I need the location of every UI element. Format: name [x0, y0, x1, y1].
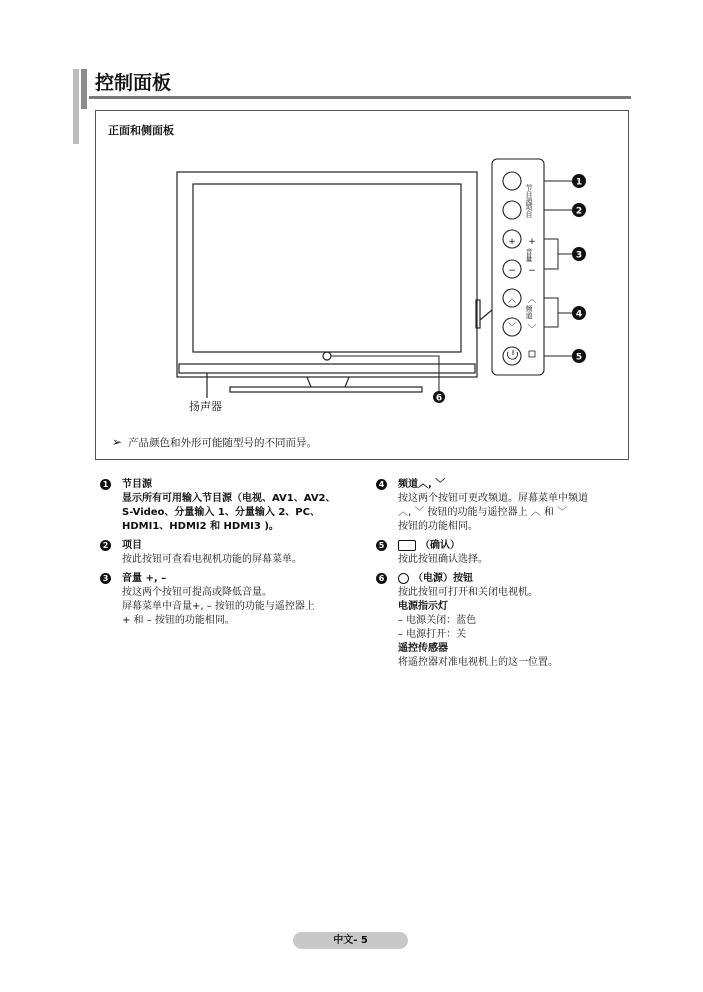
- item-volume: [100, 572, 350, 628]
- items-left-column: [100, 478, 350, 633]
- svg-text:﹀: ﹀: [507, 323, 517, 333]
- power-icon: [508, 350, 518, 359]
- speaker-label: 扬声器: [189, 400, 222, 413]
- callout-5: 5: [575, 352, 583, 363]
- tv-stand-base: [230, 387, 422, 392]
- callout-4: 4: [575, 309, 583, 320]
- item-number: 3: [100, 573, 111, 584]
- item-number: 2: [100, 540, 111, 551]
- item-line: ︿, ﹀ 按钮的功能与遥控器上 ︿ 和 ﹀: [398, 507, 568, 518]
- page-title: 控制面板: [95, 72, 172, 94]
- svg-text:﹀: ﹀: [527, 325, 537, 335]
- callout-3: 3: [575, 250, 583, 261]
- item-line: 屏幕菜单中音量+, – 按钮的功能与遥控器上: [122, 601, 315, 612]
- item-number: 6: [376, 573, 387, 584]
- section-title: 正面和侧面板: [108, 124, 174, 137]
- sub-line: – 电源打开：关: [398, 629, 467, 640]
- channel-label: 频道: [525, 305, 533, 319]
- item-line: 按此按钮可查看电视机功能的屏幕菜单。: [122, 554, 302, 565]
- speaker-grille: [179, 364, 475, 373]
- svg-text:+: +: [508, 237, 516, 247]
- item-line: HDMI1、HDMI2 和 HDMI3 )。: [122, 521, 279, 532]
- item-line: 显示所有可用输入节目源（电视、AV1、AV2、: [122, 493, 336, 504]
- note-arrow-icon: ➢: [112, 435, 123, 449]
- title-rule: [89, 96, 631, 99]
- title-decoration: [73, 69, 89, 144]
- power-button: [503, 347, 521, 365]
- sub-line: 将遥控器对准电视机上的这一位置。: [398, 657, 558, 668]
- item-heading: [398, 572, 628, 586]
- item-number: 1: [100, 479, 111, 490]
- svg-text:+: +: [528, 237, 536, 247]
- item-menu: [100, 539, 350, 567]
- svg-text:−: −: [508, 266, 516, 276]
- tv-frame: [177, 172, 477, 377]
- note-text: 产品颜色和外形可能随型号的不同而异。: [128, 437, 318, 449]
- item-line: 按此按钮可打开和关闭电视机。: [398, 587, 538, 598]
- svg-text:︿: ︿: [507, 295, 517, 305]
- source-button: [503, 172, 521, 190]
- item-line: S-Video、分量输入 1、分量输入 2、PC、: [122, 507, 320, 518]
- item-heading: 音量 +, –: [122, 573, 167, 584]
- item-line: 按这两个按钮可更改频道。屏幕菜单中频道: [398, 493, 588, 504]
- items-right-column: [376, 478, 628, 675]
- item-line: 按这两个按钮可提高或降低音量。: [122, 587, 272, 598]
- menu-button: [503, 201, 521, 219]
- svg-text:−: −: [528, 266, 536, 276]
- item-channel: [376, 478, 628, 534]
- item-source: [100, 478, 350, 534]
- menu-label: 项目: [525, 204, 533, 218]
- item-line: 按钮的功能相同。: [398, 521, 478, 532]
- item-heading-text: （电源）按钮: [413, 573, 473, 584]
- item-heading: 项目: [122, 540, 142, 551]
- enter-key-icon: [398, 540, 416, 551]
- side-panel: [492, 159, 544, 375]
- sub-title: 电源指示灯: [398, 601, 448, 612]
- callout-2: 2: [575, 206, 583, 217]
- item-line: + 和 – 按钮的功能相同。: [122, 615, 235, 626]
- item-enter: [376, 539, 628, 567]
- callout-1: 1: [575, 177, 583, 188]
- item-line: 按此按钮确认选择。: [398, 554, 488, 565]
- item-heading: 节目源: [122, 479, 152, 490]
- power-symbol-icon: [398, 573, 409, 584]
- item-number: 4: [376, 479, 387, 490]
- tv-illustration: [177, 172, 492, 398]
- item-heading-text: （确认）: [420, 540, 460, 551]
- callout-6: 6: [435, 393, 443, 404]
- item-heading: 频道︿, ﹀: [398, 479, 446, 490]
- source-label: 节目源: [525, 184, 533, 205]
- enter-icon: [529, 351, 535, 357]
- tv-diagram: [95, 110, 629, 430]
- sub-title: 遥控传感器: [398, 643, 448, 654]
- item-number: 5: [376, 540, 387, 551]
- remote-sensor-icon: [323, 352, 331, 360]
- volume-label: 音量: [525, 248, 533, 262]
- svg-text:︿: ︿: [527, 295, 537, 305]
- note: [112, 435, 317, 450]
- item-power: [376, 572, 628, 670]
- page-number-footer: 中文- 5: [293, 932, 408, 949]
- tv-screen: [193, 184, 461, 352]
- sub-line: – 电源关闭：蓝色: [398, 615, 477, 626]
- side-panel-outline: [492, 159, 544, 375]
- item-heading: [398, 539, 628, 553]
